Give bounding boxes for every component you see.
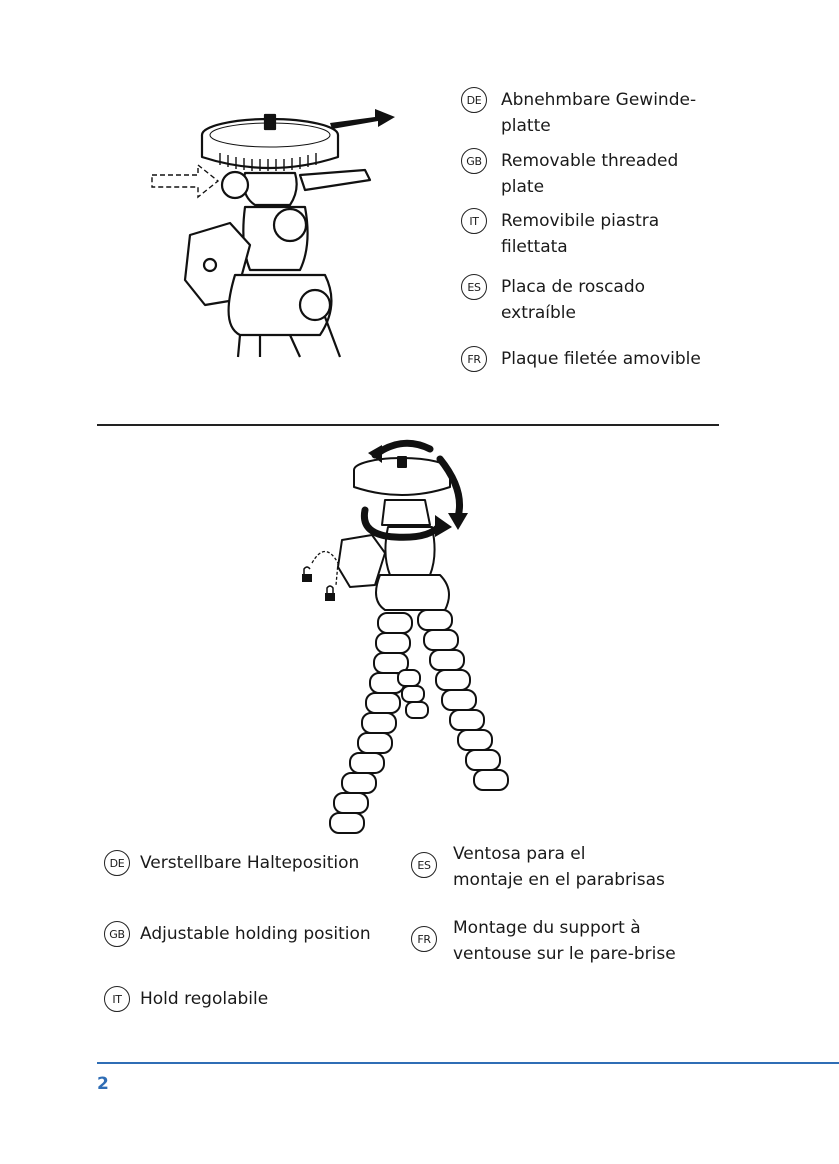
lang-badge-it: IT: [461, 208, 487, 234]
holding-label-it: Hold regolabile: [140, 989, 269, 1009]
lang-badge-fr: FR: [461, 346, 487, 372]
lang-label-es: Placa de roscado extraíble: [501, 277, 646, 323]
holding-de: [104, 850, 359, 876]
holding-label-de: Verstellbare Halteposition: [140, 853, 360, 873]
lang-badge-de: DE: [461, 87, 487, 113]
removable-plate-illustration: [140, 95, 410, 360]
holding-it: [104, 986, 268, 1012]
lang-item-fr: [461, 346, 701, 372]
lang-badge-es: ES: [411, 852, 437, 878]
lang-badge-fr: FR: [411, 926, 437, 952]
lang-badge-gb: GB: [104, 921, 130, 947]
suction-label-fr: Montage du support à ventouse sur le pare-brise: [453, 918, 676, 964]
suction-es: [411, 841, 665, 893]
lang-badge-es: ES: [461, 274, 487, 300]
lang-label-fr: Plaque filetée amovible: [501, 349, 701, 369]
lang-item-de: [461, 87, 696, 139]
lang-label-it: Removibile piastra filettata: [501, 211, 660, 257]
lang-label-de: Abnehmbare Gewinde- platte: [501, 90, 697, 136]
lock-icon: [302, 552, 338, 602]
suction-fr: [411, 915, 676, 967]
lang-item-es: [461, 274, 645, 326]
holding-label-gb: Adjustable holding position: [140, 924, 371, 944]
holding-gb: [104, 921, 371, 947]
suction-label-es: Ventosa para el montaje en el parabrisas: [453, 844, 665, 890]
lang-item-gb: [461, 148, 678, 200]
lang-label-gb: Removable threaded plate: [501, 151, 679, 197]
section-divider: [97, 424, 719, 426]
lang-badge-gb: GB: [461, 148, 487, 174]
lang-badge-de: DE: [104, 850, 130, 876]
flexible-tripod-illustration: [290, 435, 530, 845]
lang-item-it: [461, 208, 659, 260]
page-number: 2: [97, 1074, 109, 1094]
lang-badge-it: IT: [104, 986, 130, 1012]
footer-divider: [97, 1062, 839, 1064]
